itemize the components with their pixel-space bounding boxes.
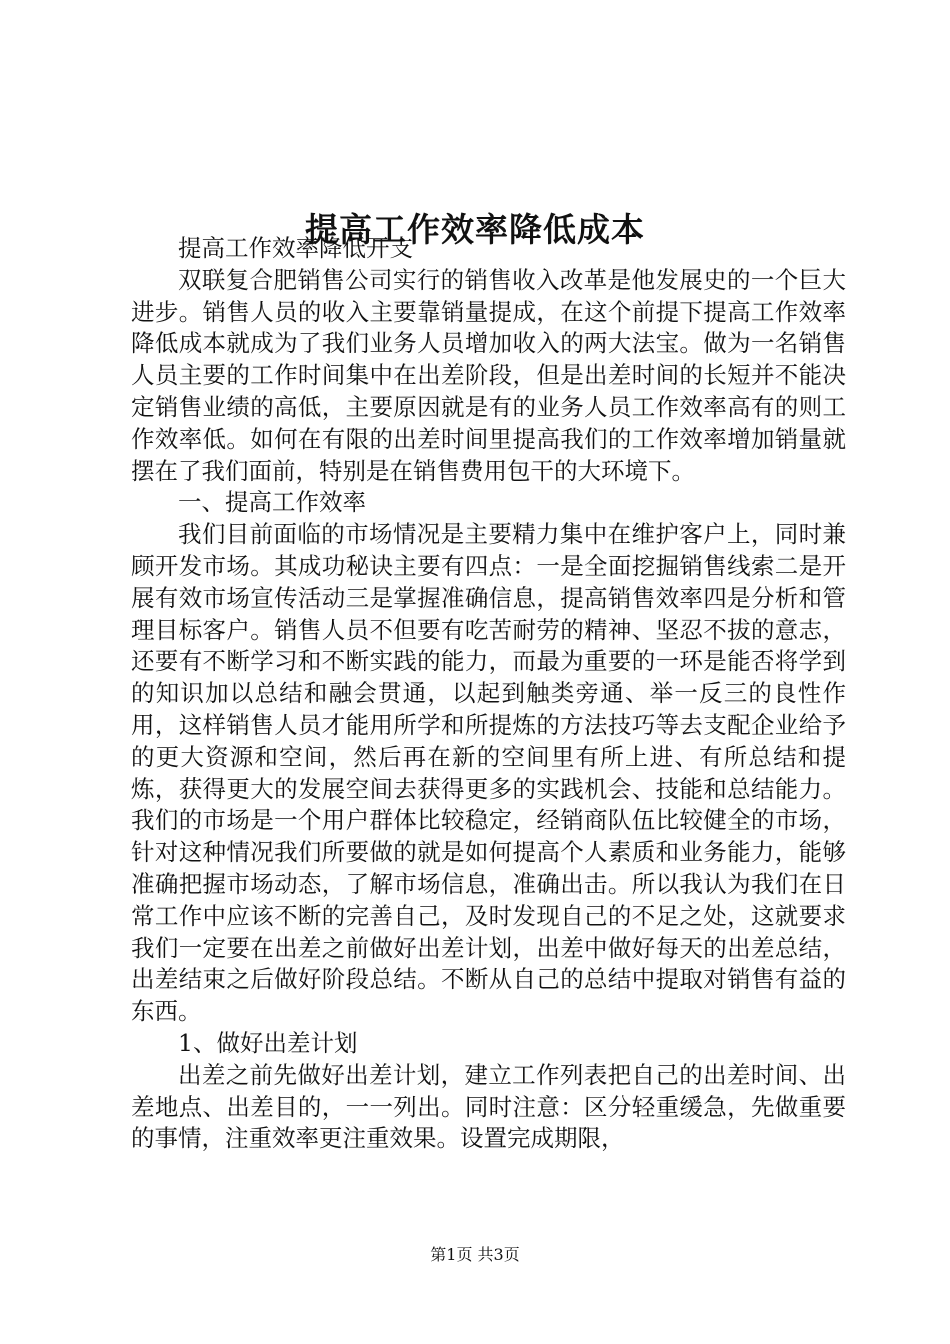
section-heading-1: 一、提高工作效率 <box>178 488 366 517</box>
paragraph-intro: 双联复合肥销售公司实行的销售收入改革是他发展史的一个巨大进步。销售人员的收入主要靠销量提成，在这个前提下提高工作效率降低成本就成为了我们业务人员增加收入的两大法宝。做为一名销售人员主要的工作时间集中在出差阶段，但是出差时间的长短并不能决定销售业绩的高低，主要原因就是有的业务人员工作效率高有的则工作效率低。如何在有限的出差时间里提高我们的工作效率增加销量就摆在了我们面前，特别是在销售费用包干的大环境下。 <box>131 265 846 485</box>
subsection-heading-1: 1、做好出差计划 <box>178 1028 358 1057</box>
paragraph-subtitle: 提高工作效率降低开支 <box>178 234 413 262</box>
document-body <box>131 233 846 1155</box>
page-number-footer: 第1页 共3页 <box>430 1245 520 1264</box>
paragraph-subsection-1: 出差之前先做好出差计划，建立工作列表把自己的出差时间、出差地点、出差目的，一一列出。同时注意：区分轻重缓急，先做重要的事情，注重效率更注重效果。设置完成期限， <box>131 1060 846 1153</box>
paragraph-section-1: 我们目前面临的市场情况是主要精力集中在维护客户上，同时兼顾开发市场。其成功秘诀主要有四点：一是全面挖掘销售线索二是开展有效市场宣传活动三是掌握准确信息，提高销售效率四是分析和管理目标客户。销售人员不但要有吃苦耐劳的精神、坚忍不拔的意志，还要有不断学习和不断实践的能力，而最为重要的一环是能否将学到的知识加以总结和融会贯通，以起到触类旁通、举一反三的良性作用，这样销售人员才能用所学和所提炼的方法技巧等去支配企业给予的更大资源和空间，然后再在新的空间里有所上进、有所总结和提炼，获得更大的发展空间去获得更多的实践机会、技能和总结能力。我们的市场是一个用户群体比较稳定，经销商队伍比较健全的市场，针对这种情况我们所要做的就是如何提高个人素质和业务能力，能够准确把握市场动态，了解市场信息，准确出击。所以我认为我们在日常工作中应该不断的完善自己，及时发现自己的不足之处，这就要求我们一定要在出差之前做好出差计划，出差中做好每天的出差总结，出差结束之后做好阶段总结。不断从自己的总结中提取对销售有益的东西。 <box>131 520 846 1026</box>
document-title: 提高工作效率降低成本 <box>305 210 645 250</box>
